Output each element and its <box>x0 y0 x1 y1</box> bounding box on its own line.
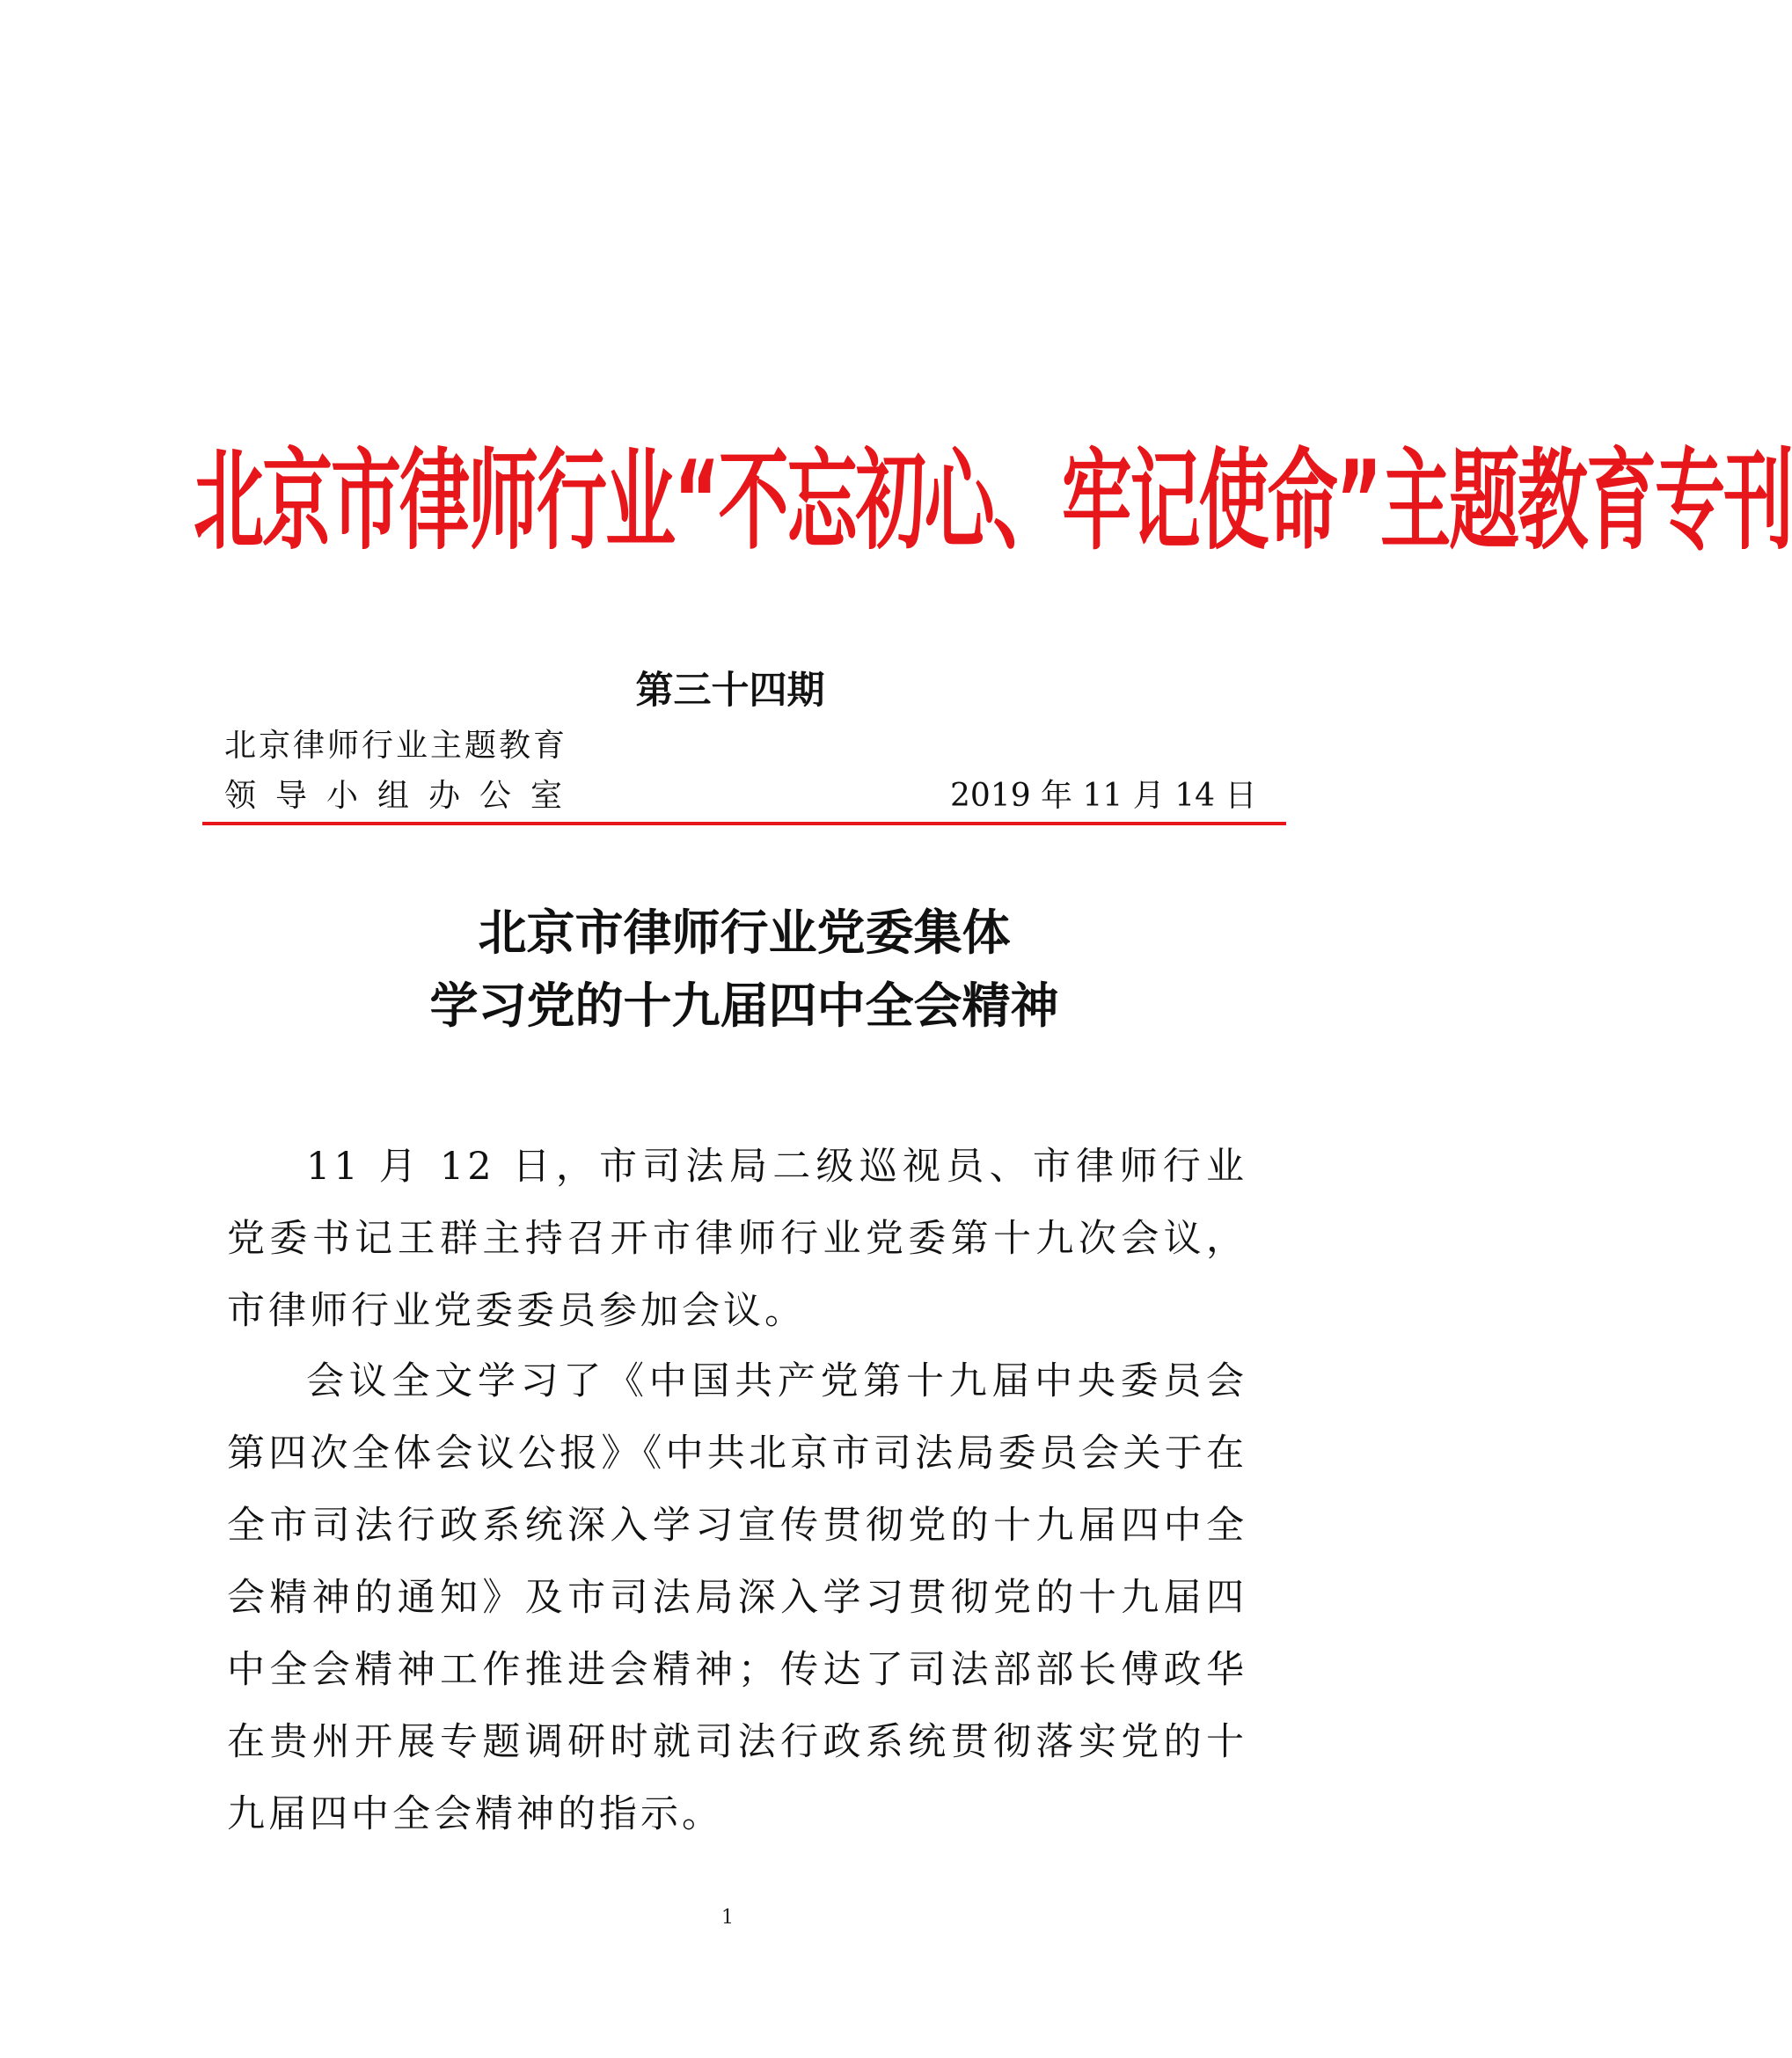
masthead-title: 北京市律师行业“不忘初心、牢记使命”主题教育专刊 <box>194 437 1792 565</box>
issuer-name-line-1: 北京律师行业主题教育 <box>224 728 568 764</box>
issuer-name-line-2: 领导小组办公室 <box>224 778 582 814</box>
page-number: 1 <box>721 1907 734 1929</box>
article-headline-line-1: 北京市律师行业党委集体 <box>478 904 1011 961</box>
issue-date: 2019 年 11 月 14 日 <box>950 778 1257 814</box>
issue-number: 第三十四期 <box>635 669 825 713</box>
body-paragraph: 11 月 12 日，市司法局二级巡视员、市律师行业党委书记王群主持召开市律师行业党委第十九次会议，市律师行业党委委员参加会议。 <box>227 1145 1247 1333</box>
red-divider-rule <box>202 822 1286 825</box>
article-headline-line-2: 学习党的十九届四中全会精神 <box>429 978 1059 1034</box>
body-paragraph: 会议全文学习了《中国共产党第十九届中央委员会第四次全体会议公报》《中共北京市司法局委员会关于在全市司法行政系统深入学习宣传贯彻党的十九届四中全会精神的通知》及市司法局深入学习贯彻党的十九届四中全会精神工作推进会精神；传达了司法部部长傅政华在贵州开展专题调研时就司法行政系统贯彻落实党的十九届四中全会精神的指示。 <box>227 1359 1247 1836</box>
